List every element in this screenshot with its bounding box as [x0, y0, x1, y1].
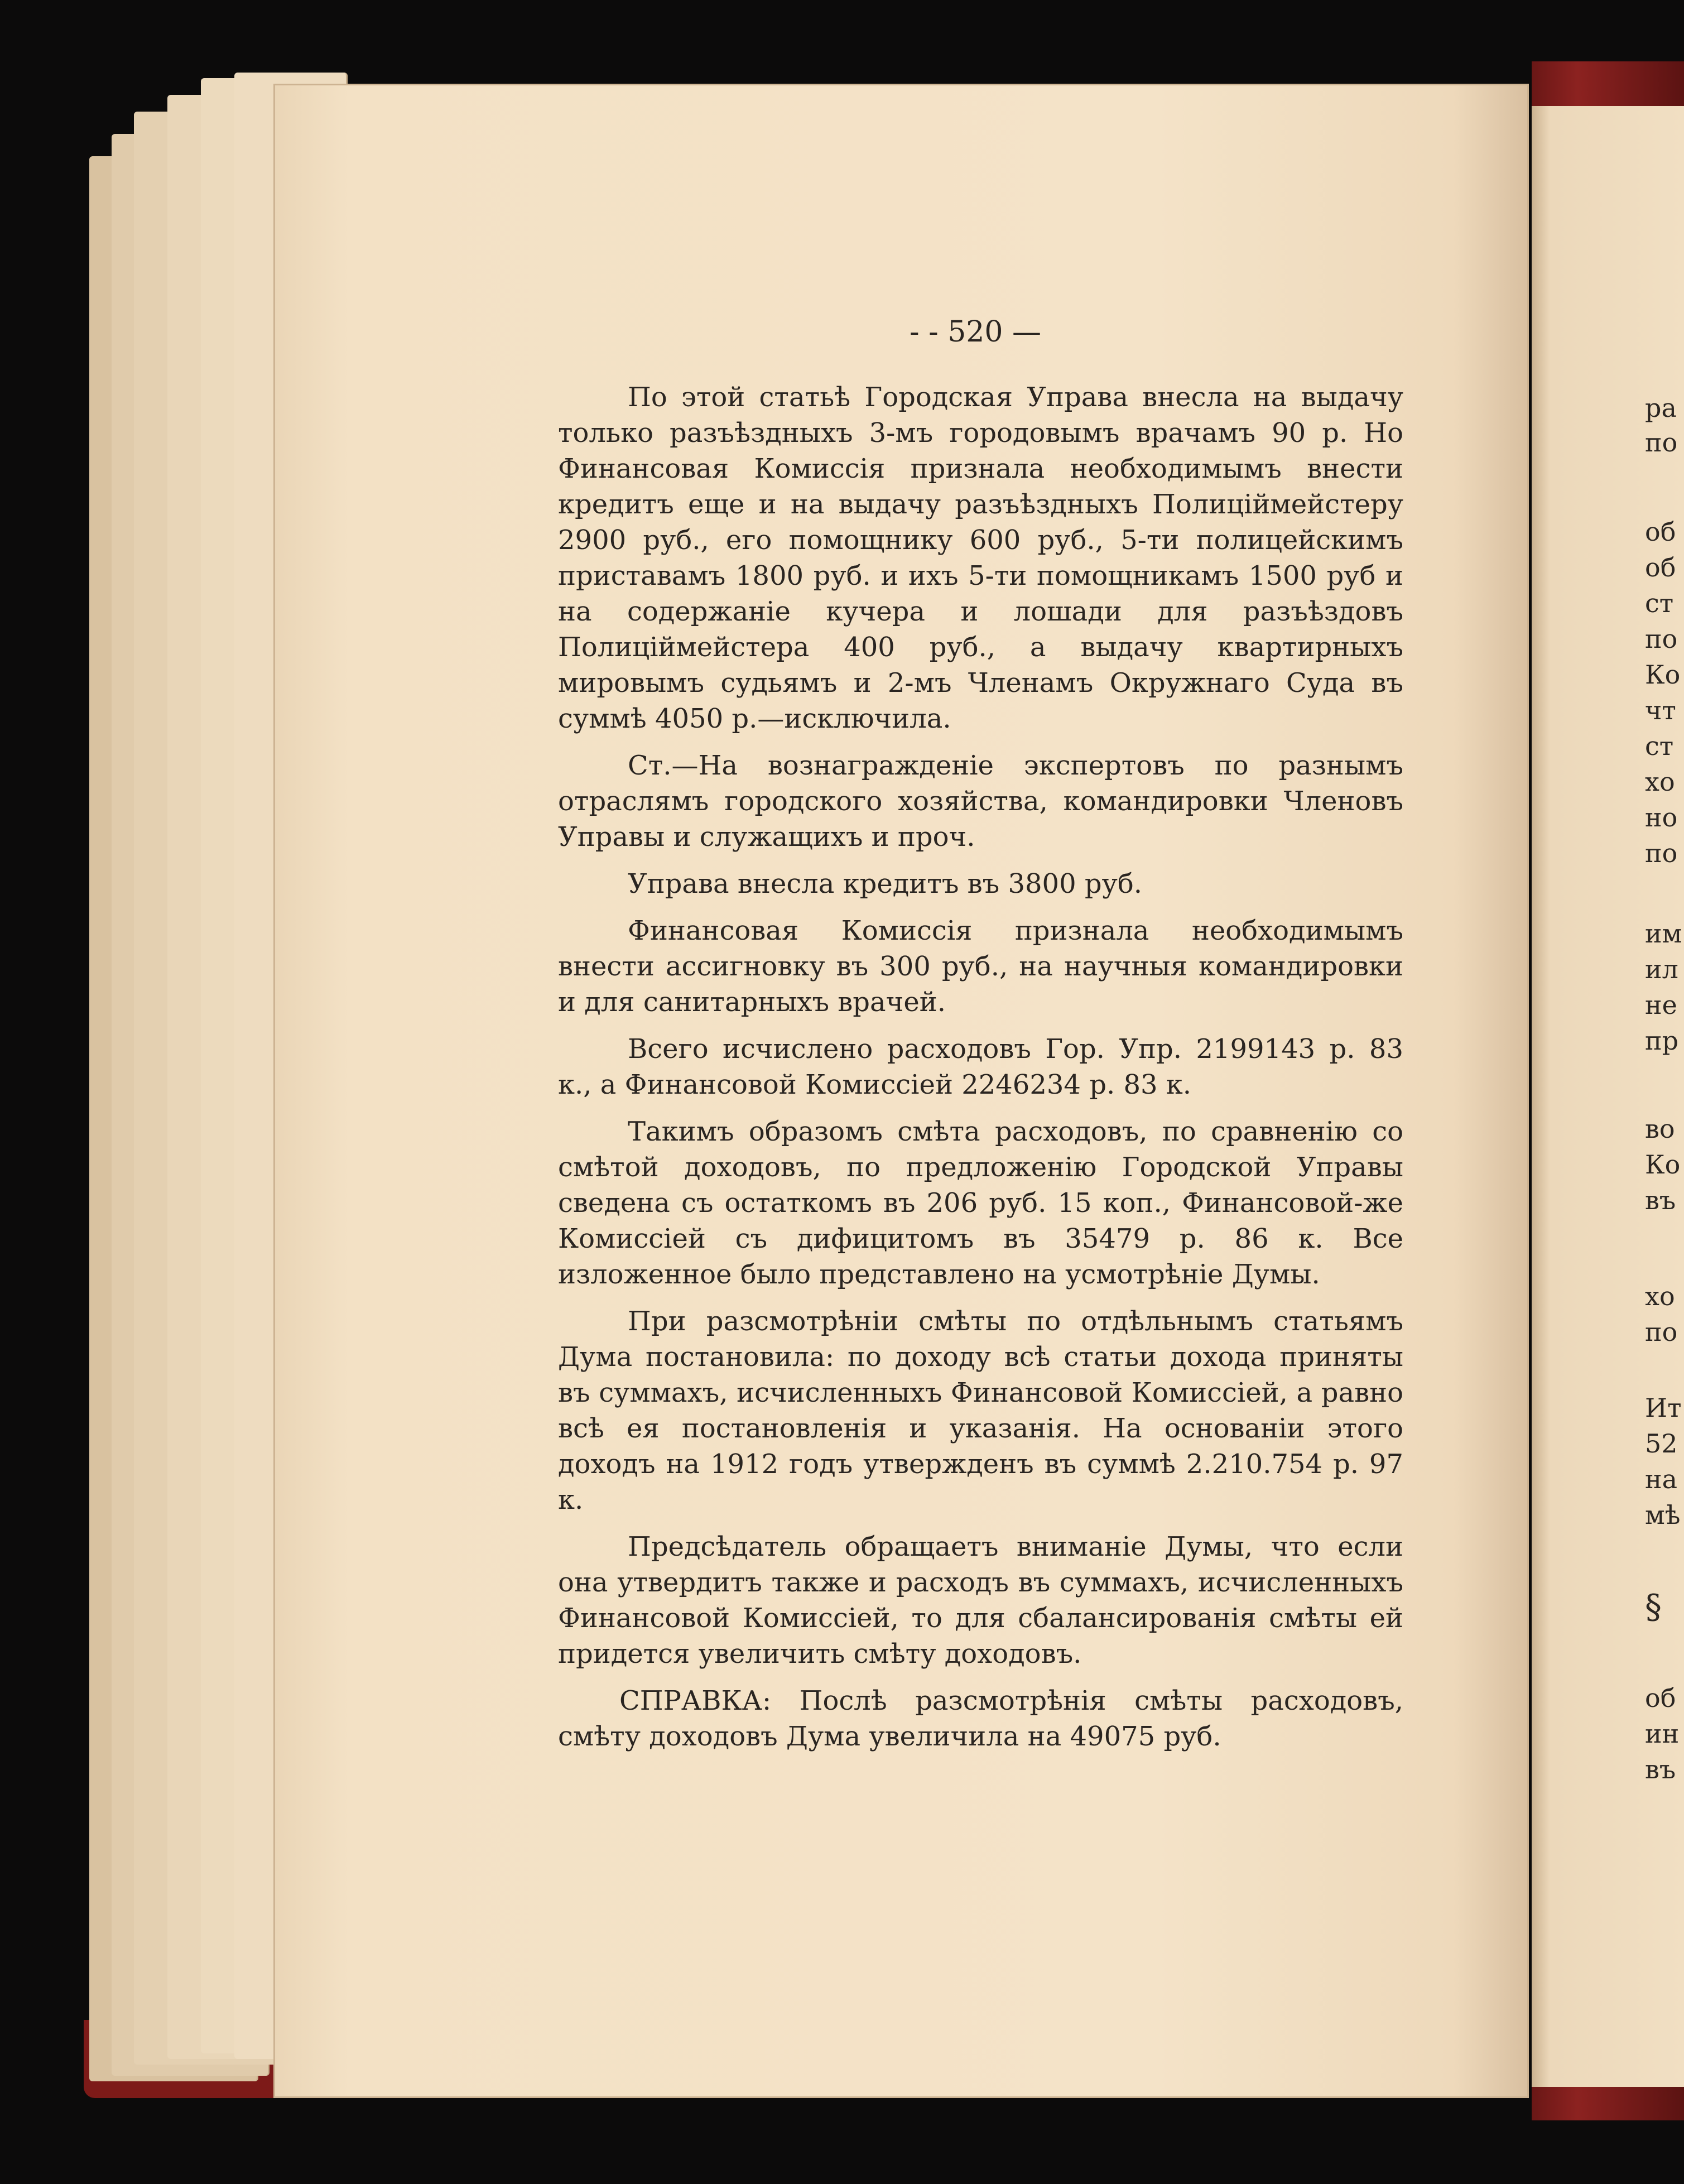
right-page-fragment: на: [1645, 1464, 1678, 1494]
right-page-fragment: ил: [1645, 954, 1678, 984]
page-body: [558, 312, 1403, 1766]
paragraph: По этой статьѣ Городская Управа внесла на выдачу только разъѣздныхъ 3-мъ городовымъ врачамъ 90 р. Но Финансовая Комиссія признала необходимымъ внести кредитъ еще и на выдачу разъѣздныхъ Полиціймейстеру 2900 руб., его помощнику 600 руб., 5-ти полицейскимъ приставамъ 1800 руб. и ихъ 5-ти помощникамъ 1500 руб и на содержаніе кучера и лошади для разъѣздовъ Полиціймейстера 400 руб., а выдачу квартирныхъ мировымъ судьямъ и 2-мъ Членамъ Окружнаго Суда въ суммѣ 4050 р.—исключила.: [558, 382, 1403, 734]
right-page-fragment: по: [1645, 427, 1678, 458]
paragraph: При разсмотрѣніи смѣты по отдѣльнымъ статьямъ Дума постановила: по доходу всѣ статьи дохода приняты въ суммахъ, исчисленныхъ Финансовой Комиссіей, а равно всѣ ея постановленія и указанія. На основаніи этого доходъ на 1912 годъ утвержденъ въ суммѣ 2.210.754 р. 97 к.: [558, 1306, 1403, 1516]
right-page-fragment: об: [1645, 1683, 1676, 1713]
right-page-fragment: ин: [1645, 1719, 1680, 1749]
right-page-fragment: во: [1645, 1114, 1675, 1144]
right-page-fragment: пр: [1645, 1026, 1679, 1056]
right-page-fragment: не: [1645, 990, 1677, 1020]
paragraph: Предсѣдатель обращаетъ вниманіе Думы, что если она утвердитъ также и расходъ въ суммахъ, исчисленныхъ Финансовой Комиссіей, то для сбалансированія смѣты ей придется увеличить смѣту доходовъ.: [558, 1531, 1403, 1670]
paragraph: Управа внесла кредитъ въ 3800 руб.: [628, 868, 1142, 899]
reference-note: СПРАВКА: Послѣ разсмотрѣнія смѣты расходовъ, смѣту доходовъ Дума увеличила на 49075 руб.: [558, 1685, 1403, 1752]
right-page-fragment: хо: [1645, 1281, 1675, 1311]
right-page-fragment: но: [1645, 802, 1678, 833]
right-page-fragment: 52: [1645, 1428, 1678, 1459]
right-page-fragment: Ко: [1645, 1149, 1681, 1180]
right-page-fragment: ст: [1645, 731, 1674, 761]
right-page-fragment: мѣ: [1645, 1500, 1681, 1530]
right-page-fragment: по: [1645, 1317, 1678, 1347]
paragraph: Такимъ образомъ смѣта расходовъ, по сравненію со смѣтой доходовъ, по предложенію Городской Управы сведена съ остаткомъ въ 206 руб. 15 коп., Финансовой-же Комиссіей съ дифицитомъ въ 35479 р. 86 к. Все изложенное было представлено на усмотрѣніе Думы.: [558, 1116, 1403, 1290]
right-page-fragment: Ит: [1645, 1393, 1682, 1423]
right-page-fragment: по: [1645, 624, 1678, 654]
right-page-fragment: въ: [1645, 1185, 1676, 1215]
right-page-fragment: ст: [1645, 588, 1674, 618]
paragraph: Ст.—На вознагражденіе экспертовъ по разнымъ отраслямъ городского хозяйства, командировки Членовъ Управы и служащихъ и проч.: [558, 750, 1403, 853]
right-page-fragment: въ: [1645, 1754, 1676, 1784]
paragraph: Всего исчислено расходовъ Гор. Упр. 2199143 р. 83 к., а Финансовой Комиссіей 2246234 р. 83 к.: [558, 1033, 1403, 1100]
page-number: - - 520 —: [910, 315, 1041, 349]
right-page-fragment: об: [1645, 552, 1676, 583]
right-page-fragment: им: [1645, 918, 1682, 949]
right-page-fragment: чт: [1645, 695, 1676, 725]
right-page-fragment: хо: [1645, 767, 1675, 797]
right-page-fragment: об: [1645, 517, 1676, 547]
right-page-fragment: по: [1645, 838, 1678, 868]
right-page-fragment: Ко: [1645, 660, 1681, 690]
paragraph: Финансовая Комиссія признала необходимымъ внести ассигновку въ 300 руб., на научныя командировки и для санитарныхъ врачей.: [558, 915, 1403, 1018]
right-page-fragment: §: [1645, 1588, 1662, 1627]
right-page-fragment: ра: [1645, 393, 1677, 423]
